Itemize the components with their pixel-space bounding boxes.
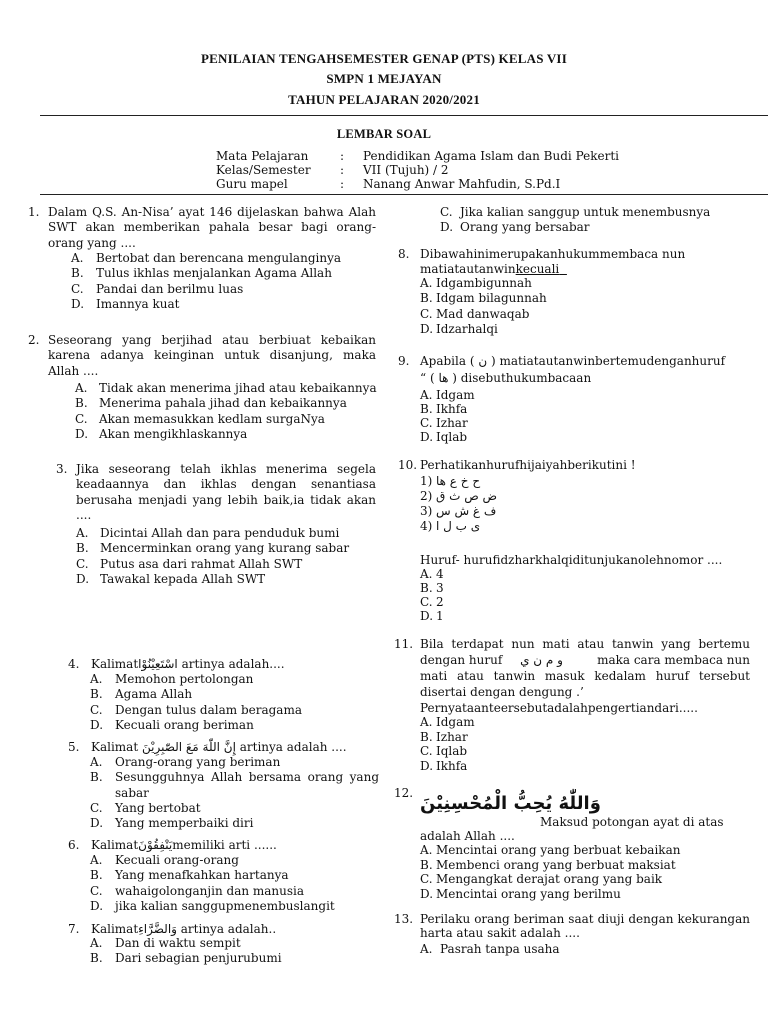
option-text: Dan di waktu sempit: [115, 936, 241, 950]
option-b[interactable]: [420, 402, 720, 416]
arabic-letters: و م ن ي: [520, 653, 563, 667]
option-text: Dengan tulus dalam beragama: [115, 702, 302, 717]
option-b[interactable]: [75, 396, 375, 411]
option-text: Pasrah tanpa usaha: [440, 942, 560, 956]
option-letter: A.: [90, 853, 103, 867]
option-a[interactable]: [71, 251, 371, 266]
question-text: Bila terdapat nun mati atau tanwin yang bertemu: [420, 637, 750, 651]
item-number: 2): [420, 489, 433, 503]
option-text: Akan memasukkan kedlam surgaNya: [99, 411, 325, 426]
option-text: Yang bertobat: [115, 800, 201, 815]
option-b[interactable]: [90, 868, 380, 883]
option-text: Akan mengikhlaskannya: [99, 426, 248, 441]
option-text: Mad danwaqab: [436, 306, 530, 321]
arabic-letters: ح خ ع ها: [436, 474, 481, 488]
question-text: [91, 657, 285, 672]
option-text: Kecuali orang-orang: [115, 853, 239, 867]
option-letter: C.: [420, 416, 433, 430]
question-text-line2: adalah Allah ....: [420, 829, 515, 843]
options-list: [71, 251, 371, 312]
question-number: 12.: [394, 786, 414, 800]
option-text: Yang menafkahkan hartanya: [115, 868, 289, 883]
option-text: Jika kalian sanggup untuk menembusnya: [460, 205, 711, 219]
option-text: wahaigolonganjin dan manusia: [115, 883, 305, 898]
option-b[interactable]: [76, 541, 376, 556]
option-text: Idzarhalqi: [436, 321, 498, 336]
option-d[interactable]: [71, 297, 371, 312]
option-letter: C.: [420, 306, 433, 321]
option-text: Pandai dan berilmu luas: [96, 281, 244, 296]
sheet-title: LEMBAR SOAL: [336, 127, 432, 141]
option-letter: B.: [90, 687, 103, 702]
option-a[interactable]: [90, 672, 380, 687]
option-letter: C.: [75, 411, 88, 426]
option-b[interactable]: [420, 581, 720, 595]
option-c[interactable]: [420, 744, 720, 759]
option-text: Iqlab: [436, 430, 468, 444]
option-letter: B.: [90, 868, 103, 883]
option-a[interactable]: [90, 936, 380, 951]
option-d[interactable]: [90, 816, 380, 831]
option-text: Ikhfa: [436, 402, 468, 416]
option-letter: A.: [420, 388, 433, 402]
question-text-line3: mati atau tanwin masuk kedalam huruf tersebut: [420, 669, 750, 683]
option-letter: A.: [90, 755, 103, 769]
option-letter: D.: [420, 321, 434, 336]
question-text-line2: [420, 653, 750, 668]
hijaiyah-item: [420, 474, 520, 489]
hijaiyah-item: [420, 519, 520, 534]
option-c[interactable]: [440, 205, 760, 220]
option-letter: D.: [420, 430, 434, 444]
option-d[interactable]: [75, 427, 375, 442]
question-text: matiatautanwin: [420, 262, 516, 276]
option-letter: B.: [90, 951, 103, 966]
options-list: [420, 388, 720, 444]
option-c[interactable]: [420, 595, 720, 609]
option-letter: C.: [71, 281, 84, 296]
option-text: Orang-orang yang beriman: [115, 755, 281, 769]
option-a[interactable]: [420, 715, 720, 730]
question-number: 2.: [28, 333, 40, 347]
option-text: Tawakal kepada Allah SWT: [100, 571, 266, 586]
option-text: Yang memperbaiki diri: [115, 816, 254, 831]
question-text: Dibawahinimerupakanhukummembaca nun: [420, 247, 686, 261]
option-letter: D.: [90, 717, 104, 732]
options-list: [420, 276, 720, 337]
header-title: PENILAIAN TENGAHSEMESTER GENAP (PTS) KELAS VII: [201, 51, 567, 66]
option-text: Izhar: [436, 416, 468, 430]
option-text: 3: [436, 581, 444, 595]
question-number: 9.: [398, 354, 410, 368]
option-letter: B.: [71, 266, 84, 281]
option-c[interactable]: [90, 801, 380, 816]
header-year: TAHUN PELAJARAN 2020/2021: [288, 92, 480, 107]
option-text: Mengangkat derajat orang yang baik: [436, 872, 663, 886]
question-text: [91, 838, 277, 853]
option-text: Tulus ikhlas menjalankan Agama Allah: [96, 266, 332, 281]
option-a[interactable]: [420, 843, 740, 858]
option-text: Mencerminkan orang yang kurang sabar: [100, 541, 350, 556]
question-suffix: memiliki arti ......: [172, 838, 277, 852]
option-letter: D.: [440, 220, 454, 235]
option-text: Mencintai orang yang berbuat kebaikan: [436, 843, 681, 857]
meta-colon: :: [340, 163, 345, 177]
option-text: 1: [436, 609, 444, 623]
question-prefix: Kalimat: [91, 838, 139, 852]
option-letter: B.: [75, 396, 88, 411]
option-text: Idgam bilagunnah: [436, 291, 547, 306]
option-text: Tidak akan menerima jihad atau kebaikannya: [99, 381, 377, 395]
option-letter: A.: [420, 567, 433, 581]
right-column: [384, 0, 768, 1024]
option-d[interactable]: [420, 430, 720, 444]
option-text: Ikhfa: [436, 758, 468, 773]
option-letter: D.: [420, 758, 434, 773]
option-b[interactable]: [71, 266, 371, 281]
question-text: Maksud potongan ayat di atas: [540, 815, 724, 829]
option-letter: A.: [76, 526, 89, 540]
question-number: 1.: [28, 205, 40, 219]
options-list: [420, 942, 720, 957]
options-list: [75, 381, 375, 442]
option-a[interactable]: [75, 381, 375, 396]
option-letter: D.: [420, 886, 434, 901]
arabic-letters: ى ب ل ا: [436, 519, 481, 533]
options-list: [420, 715, 720, 773]
meta-colon: :: [340, 177, 345, 191]
option-letter: B.: [90, 770, 103, 785]
option-d[interactable]: [420, 759, 720, 774]
option-c[interactable]: [76, 557, 376, 572]
question-text: [91, 922, 276, 937]
option-text: Agama Allah: [115, 687, 193, 702]
option-letter: A.: [420, 942, 433, 956]
hijaiyah-list: [420, 474, 520, 534]
option-letter: B.: [420, 857, 433, 872]
option-c[interactable]: [420, 872, 740, 887]
question-text: Jika seseorang telah ikhlas menerima segela keadaannya dan ikhlas dengan senantiasa berusaha menjadi yang lebih baik,ia tidak akan ....: [76, 462, 376, 522]
header-school: SMPN 1 MEJAYAN: [326, 71, 442, 86]
option-text: Sesungguhnya Allah bersama orang yang: [115, 770, 379, 785]
option-letter: C.: [420, 744, 433, 758]
option-letter: A.: [71, 251, 84, 265]
item-number: 4): [420, 519, 433, 533]
option-text: Orang yang bersabar: [460, 220, 590, 235]
option-text: Bertobat dan berencana mengulanginya: [96, 251, 341, 265]
arabic-phrase: إِنَّ اللّٰهَ مَعَ الصّٰبِرِيْنَ: [141, 740, 236, 754]
option-text: Idgam: [436, 715, 475, 729]
question-number: 7.: [68, 922, 80, 936]
option-letter: C.: [420, 872, 433, 886]
hijaiyah-item: [420, 504, 520, 519]
option-c[interactable]: [75, 412, 375, 427]
options-list: [90, 936, 380, 967]
option-text: 4: [436, 567, 444, 581]
meta-key: Mata Pelajaran: [216, 149, 309, 163]
option-text: Putus asa dari rahmat Allah SWT: [100, 556, 303, 571]
arabic-calligraphy: وَاللّٰهُ يُحِبُّ الْمُحْسِنِيْنَ: [420, 793, 601, 814]
question-text: Seseorang yang berjihad atau berbiuat kebaikan karena adanya keinginan untuk disanjung, maka Allah ....: [48, 333, 376, 378]
option-text: sabar: [115, 785, 149, 800]
option-b-continued: [90, 786, 380, 801]
option-c[interactable]: [90, 884, 380, 899]
options-list: [90, 853, 380, 914]
question-number: 4.: [68, 657, 80, 671]
question-number: 8.: [398, 247, 410, 261]
option-letter: C.: [90, 800, 103, 815]
option-d[interactable]: [420, 322, 720, 337]
hijaiyah-item: [420, 489, 520, 504]
option-a[interactable]: [90, 755, 380, 770]
question-number: 11.: [394, 637, 414, 651]
question-number: 13.: [394, 912, 414, 926]
option-d[interactable]: [440, 220, 760, 235]
option-text: 2: [436, 595, 444, 609]
underlined-keyword: kecuali: [515, 262, 560, 276]
option-b[interactable]: [420, 291, 720, 306]
option-letter: A.: [75, 381, 88, 395]
option-b[interactable]: [90, 687, 380, 702]
option-d[interactable]: [420, 887, 740, 902]
question-text: Perhatikanhurufhijaiyahberikutini !: [420, 458, 636, 472]
option-letter: B.: [420, 402, 433, 416]
option-text: Mencintai orang yang berilmu: [436, 886, 621, 901]
item-number: 1): [420, 474, 433, 488]
options-list: [420, 843, 740, 901]
option-letter: B.: [420, 291, 433, 306]
option-letter: A.: [420, 276, 433, 290]
option-letter: D.: [90, 898, 104, 913]
option-text: Idgambigunnah: [436, 276, 532, 290]
option-d[interactable]: [76, 572, 376, 587]
question-text-line4: disertai dengan dengung .’: [420, 685, 584, 699]
question-text: dengan huruf: [420, 653, 503, 667]
option-a[interactable]: [420, 388, 720, 402]
option-b[interactable]: [420, 858, 740, 873]
question-prompt: Pernyataanteersebutadalahpengertiandari.....: [420, 701, 698, 715]
meta-value: Nanang Anwar Mahfudin, S.Pd.I: [363, 177, 561, 191]
question-prefix: Kalimat: [91, 922, 139, 936]
question-text: Perilaku orang beriman saat diuji dengan kekurangan harta atau sakit adalah ....: [420, 912, 750, 940]
option-letter: C.: [90, 883, 103, 898]
option-letter: D.: [90, 816, 104, 831]
options-list: [420, 567, 720, 623]
meta-colon: :: [340, 149, 345, 163]
option-b[interactable]: [90, 770, 380, 785]
option-letter: D.: [420, 609, 434, 623]
meta-key: Kelas/Semester: [216, 163, 311, 177]
arabic-letters: ض ص ث ق: [436, 489, 498, 503]
option-d[interactable]: [420, 609, 720, 623]
option-b[interactable]: [90, 951, 380, 966]
question-number: 10.: [398, 458, 418, 472]
meta-value: VII (Tujuh) / 2: [363, 163, 449, 177]
option-text: jika kalian sanggupmenembuslangit: [115, 898, 335, 913]
option-a[interactable]: [420, 942, 720, 957]
question-text-line2: [420, 262, 567, 277]
question-text: maka cara membaca nun: [597, 653, 750, 667]
option-b[interactable]: [420, 730, 720, 745]
arabic-letters: ف غ ش س: [436, 504, 497, 518]
option-letter: B.: [76, 541, 89, 556]
option-c[interactable]: [90, 703, 380, 718]
option-letter: C.: [76, 556, 89, 571]
option-text: Menerima pahala jihad dan kebaikannya: [99, 396, 347, 411]
arabic-word: وَالضَّرَّاءِ: [138, 922, 177, 936]
option-letter: D.: [71, 296, 85, 311]
option-a[interactable]: [420, 567, 720, 581]
question-text: Apabila ( ن ) matiatautanwinbertemudenganhuruf: [420, 354, 726, 368]
meta-key: Guru mapel: [216, 177, 288, 191]
option-letter: C.: [90, 702, 103, 717]
options-list: [90, 755, 380, 831]
question-prompt: Huruf- hurufidzharkhalqiditunjukanolehnomor ....: [420, 553, 723, 567]
option-letter: A.: [90, 936, 103, 950]
option-text: Membenci orang yang berbuat maksiat: [436, 857, 676, 872]
options-list: [76, 526, 376, 587]
option-text: Iqlab: [436, 744, 468, 758]
option-letter: C.: [420, 595, 433, 609]
option-text: Dicintai Allah dan para penduduk bumi: [100, 526, 340, 540]
option-letter: A.: [420, 843, 433, 857]
question-number: 3.: [56, 462, 68, 476]
question-7-continued: [440, 205, 760, 236]
question-suffix: artinya adalah....: [181, 657, 285, 671]
question-suffix: artinya adalah..: [180, 922, 277, 936]
option-a[interactable]: [420, 276, 720, 291]
option-d[interactable]: [90, 718, 380, 733]
option-text: Imannya kuat: [96, 296, 180, 311]
option-a[interactable]: [90, 853, 380, 868]
arabic-word: اسْتَعِيْنُوْا: [138, 657, 178, 671]
option-text: Idgam: [436, 388, 475, 402]
option-c[interactable]: [420, 416, 720, 430]
question-text: Dalam Q.S. An-Nisa’ ayat 146 dijelaskan bahwa Alah SWT akan memberikan pahala besar bagi orang-orang yang ....: [48, 205, 376, 250]
meta-value: Pendidikan Agama Islam dan Budi Pekerti: [363, 149, 619, 163]
option-letter: A.: [90, 672, 103, 686]
option-d[interactable]: [90, 899, 380, 914]
question-text: [91, 740, 347, 755]
option-letter: D.: [75, 426, 89, 441]
question-prefix: Kalimat: [91, 740, 139, 754]
option-text: Izhar: [436, 729, 468, 744]
question-text-line2: “ ( ها ) disebuthukumbacaan: [420, 371, 592, 385]
option-text: Dari sebagian penjurubumi: [115, 951, 282, 966]
option-text: Kecuali orang beriman: [115, 717, 254, 732]
option-letter: D.: [76, 571, 90, 586]
option-letter: C.: [440, 205, 453, 219]
arabic-word: يَنْفِقُوْنَ: [138, 838, 173, 852]
option-a[interactable]: [76, 526, 376, 541]
question-prefix: Kalimat: [91, 657, 139, 671]
option-letter: B.: [420, 729, 433, 744]
option-c[interactable]: [71, 282, 371, 297]
option-letter: B.: [420, 581, 433, 595]
question-suffix: artinya adalah ....: [239, 740, 347, 754]
option-c[interactable]: [420, 307, 720, 322]
options-list: [90, 672, 380, 733]
item-number: 3): [420, 504, 433, 518]
question-number: 6.: [68, 838, 80, 852]
option-letter: A.: [420, 715, 433, 729]
option-text: Memohon pertolongan: [115, 672, 254, 686]
question-number: 5.: [68, 740, 80, 754]
